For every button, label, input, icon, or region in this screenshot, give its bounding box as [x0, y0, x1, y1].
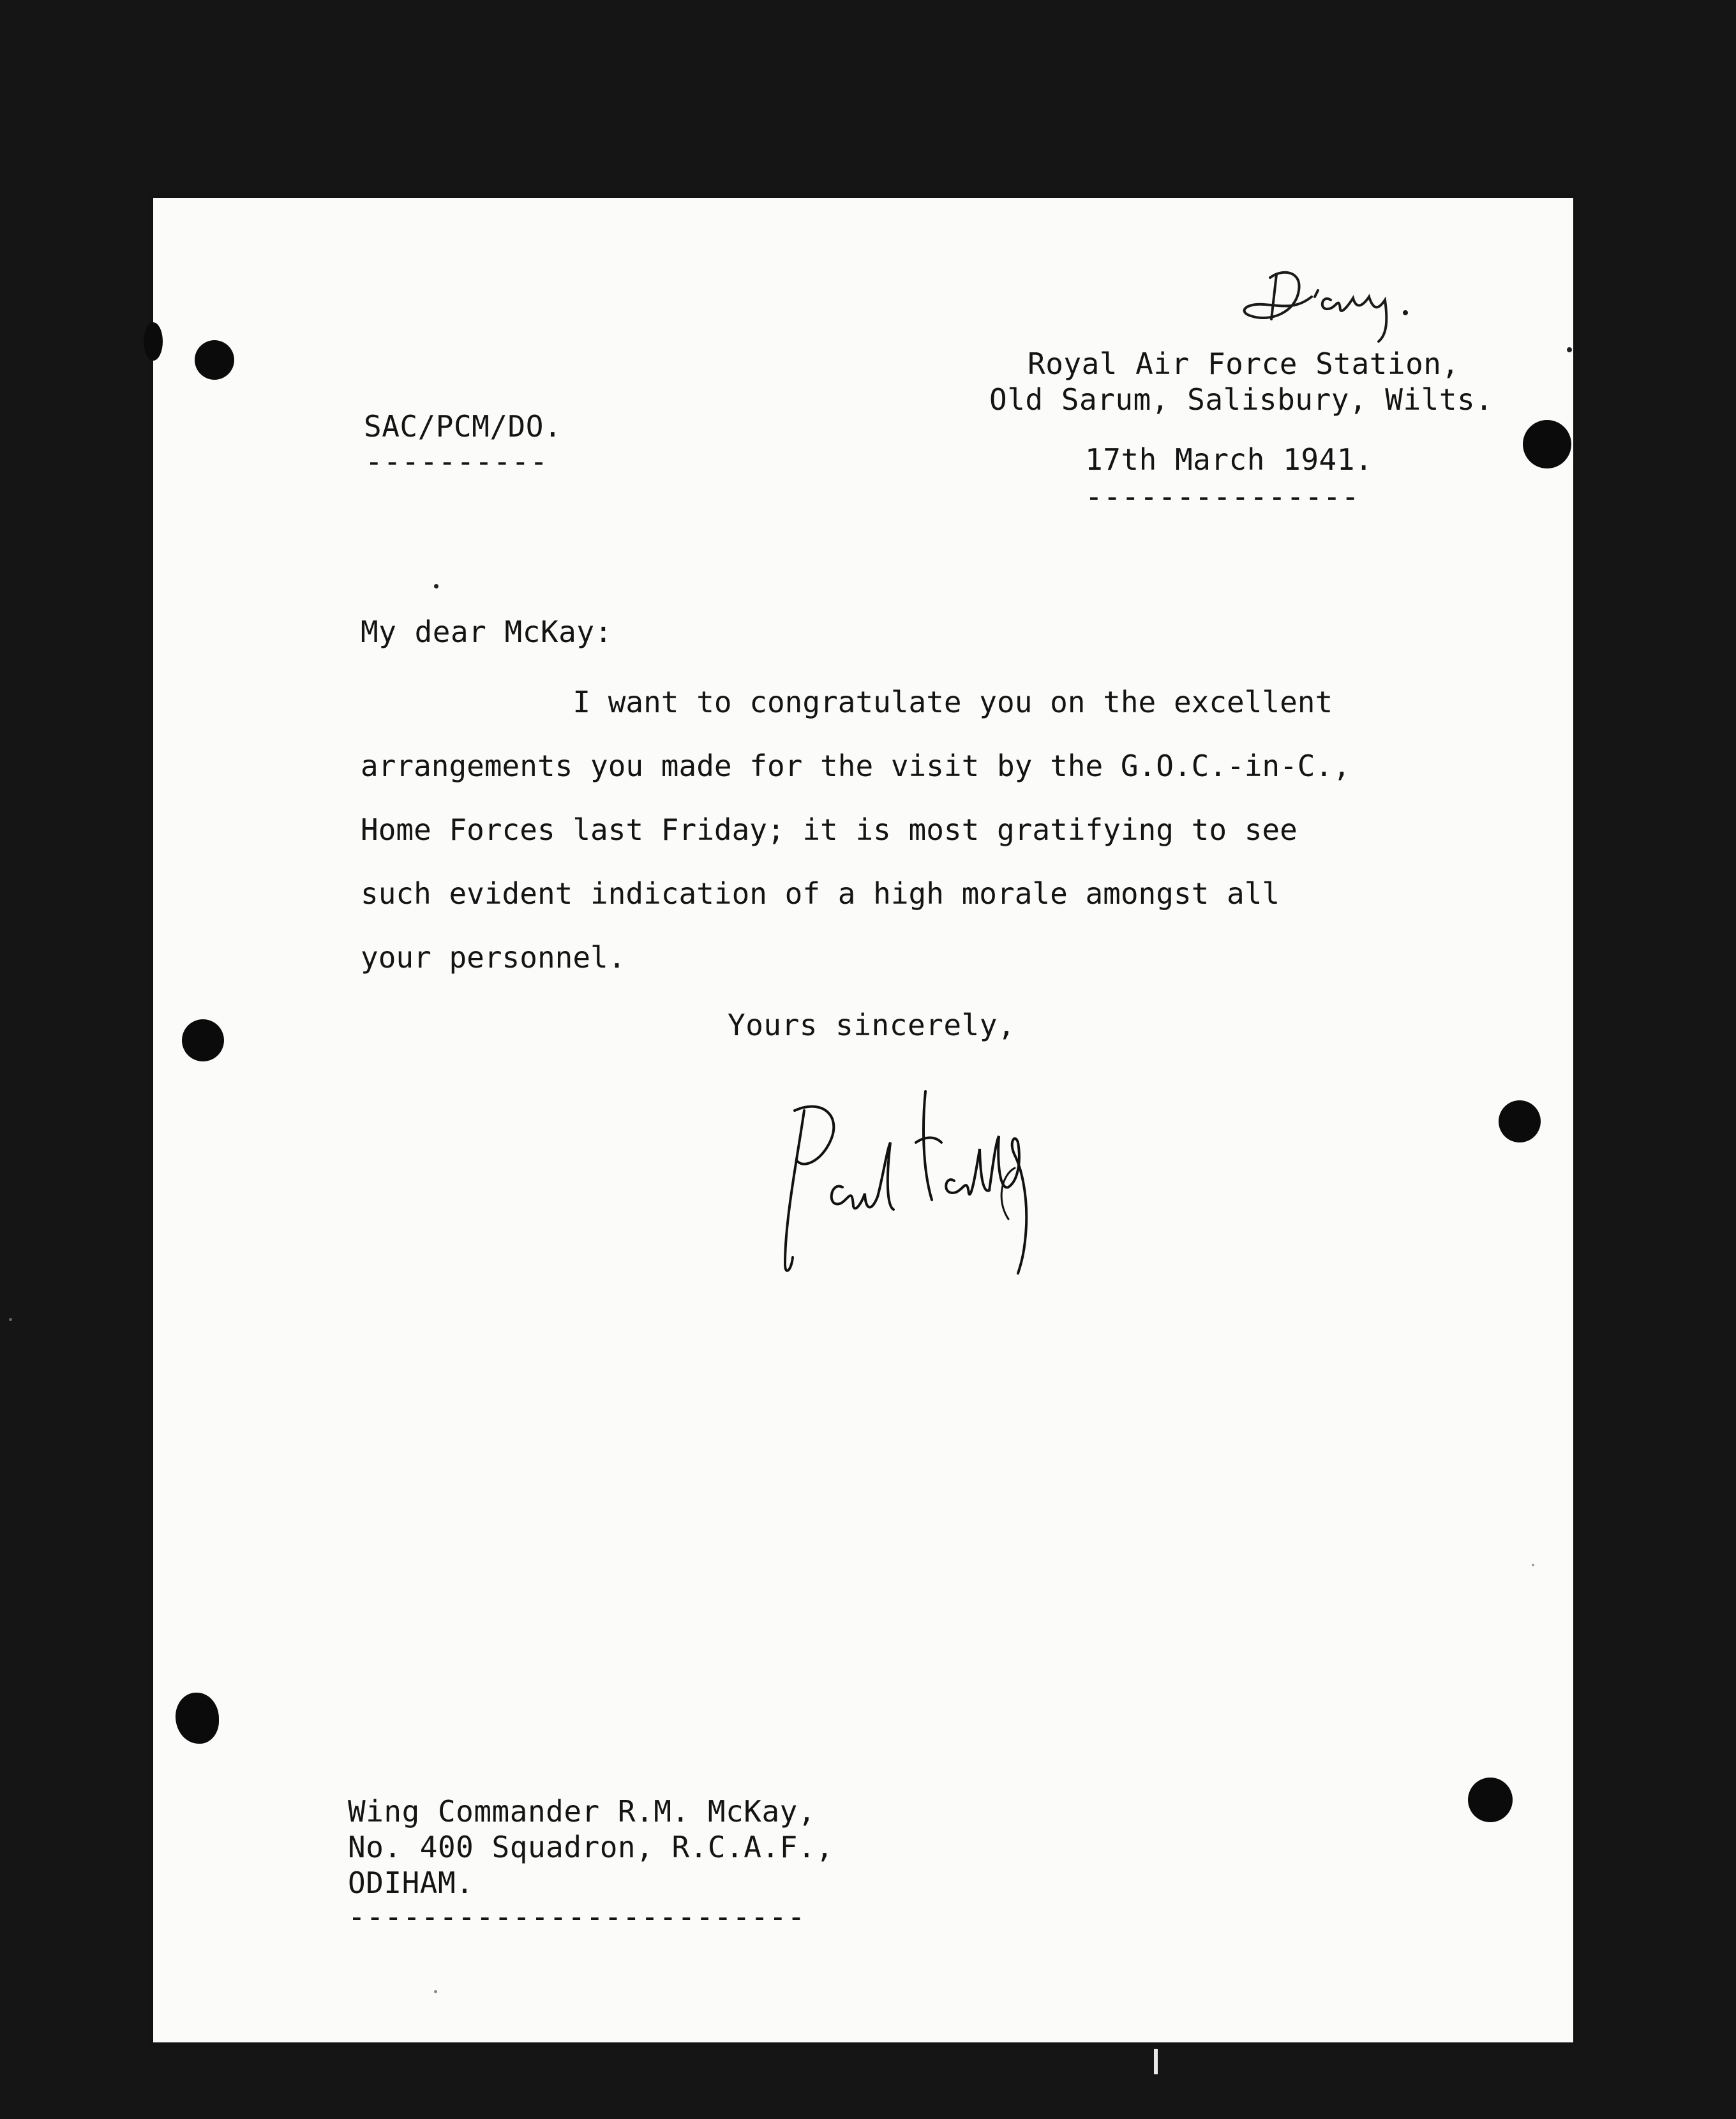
station-address-line-1: Royal Air Force Station,	[1028, 347, 1460, 381]
paper-speck	[434, 1990, 437, 1993]
letter-date: 17th March 1941.	[1085, 442, 1373, 477]
punch-hole	[1468, 1778, 1513, 1822]
paper-speck	[1532, 1564, 1534, 1566]
salutation: My dear McKay:	[361, 615, 613, 649]
film-speck	[9, 1318, 12, 1321]
recipient-rule: -------------------------	[348, 1899, 806, 1934]
body-line-3: Home Forces last Friday; it is most gratifying to see	[361, 812, 1298, 847]
film-edge-mark	[1154, 2049, 1158, 2074]
date-rule: ---------------	[1085, 479, 1360, 514]
body-line-2: arrangements you made for the visit by the G.O.C.-in-C.,	[361, 749, 1351, 783]
handwritten-diary-annotation	[1225, 252, 1442, 348]
edge-notch	[144, 322, 163, 361]
recipient-line-3: ODIHAM.	[348, 1866, 474, 1900]
paper-speck	[434, 584, 438, 588]
paper-speck	[1567, 347, 1572, 352]
reference-rule: ----------	[365, 444, 548, 479]
reference-code: SAC/PCM/DO.	[364, 409, 562, 444]
punch-hole	[1523, 420, 1571, 468]
punch-hole	[195, 340, 234, 380]
station-address-line-2: Old Sarum, Salisbury, Wilts.	[989, 382, 1493, 417]
closing: Yours sincerely,	[728, 1008, 1016, 1042]
body-line-5: your personnel.	[361, 940, 626, 975]
punch-hole	[176, 1693, 219, 1744]
recipient-line-1: Wing Commander R.M. McKay,	[348, 1794, 816, 1829]
punch-hole	[182, 1019, 224, 1061]
recipient-line-2: No. 400 Squadron, R.C.A.F.,	[348, 1830, 834, 1864]
body-line-1: I want to congratulate you on the excellent	[361, 685, 1333, 719]
letter-page	[153, 198, 1573, 2042]
handwritten-signature	[766, 1072, 1098, 1302]
body-line-4: such evident indication of a high morale amongst all	[361, 876, 1280, 911]
punch-hole	[1499, 1100, 1541, 1142]
